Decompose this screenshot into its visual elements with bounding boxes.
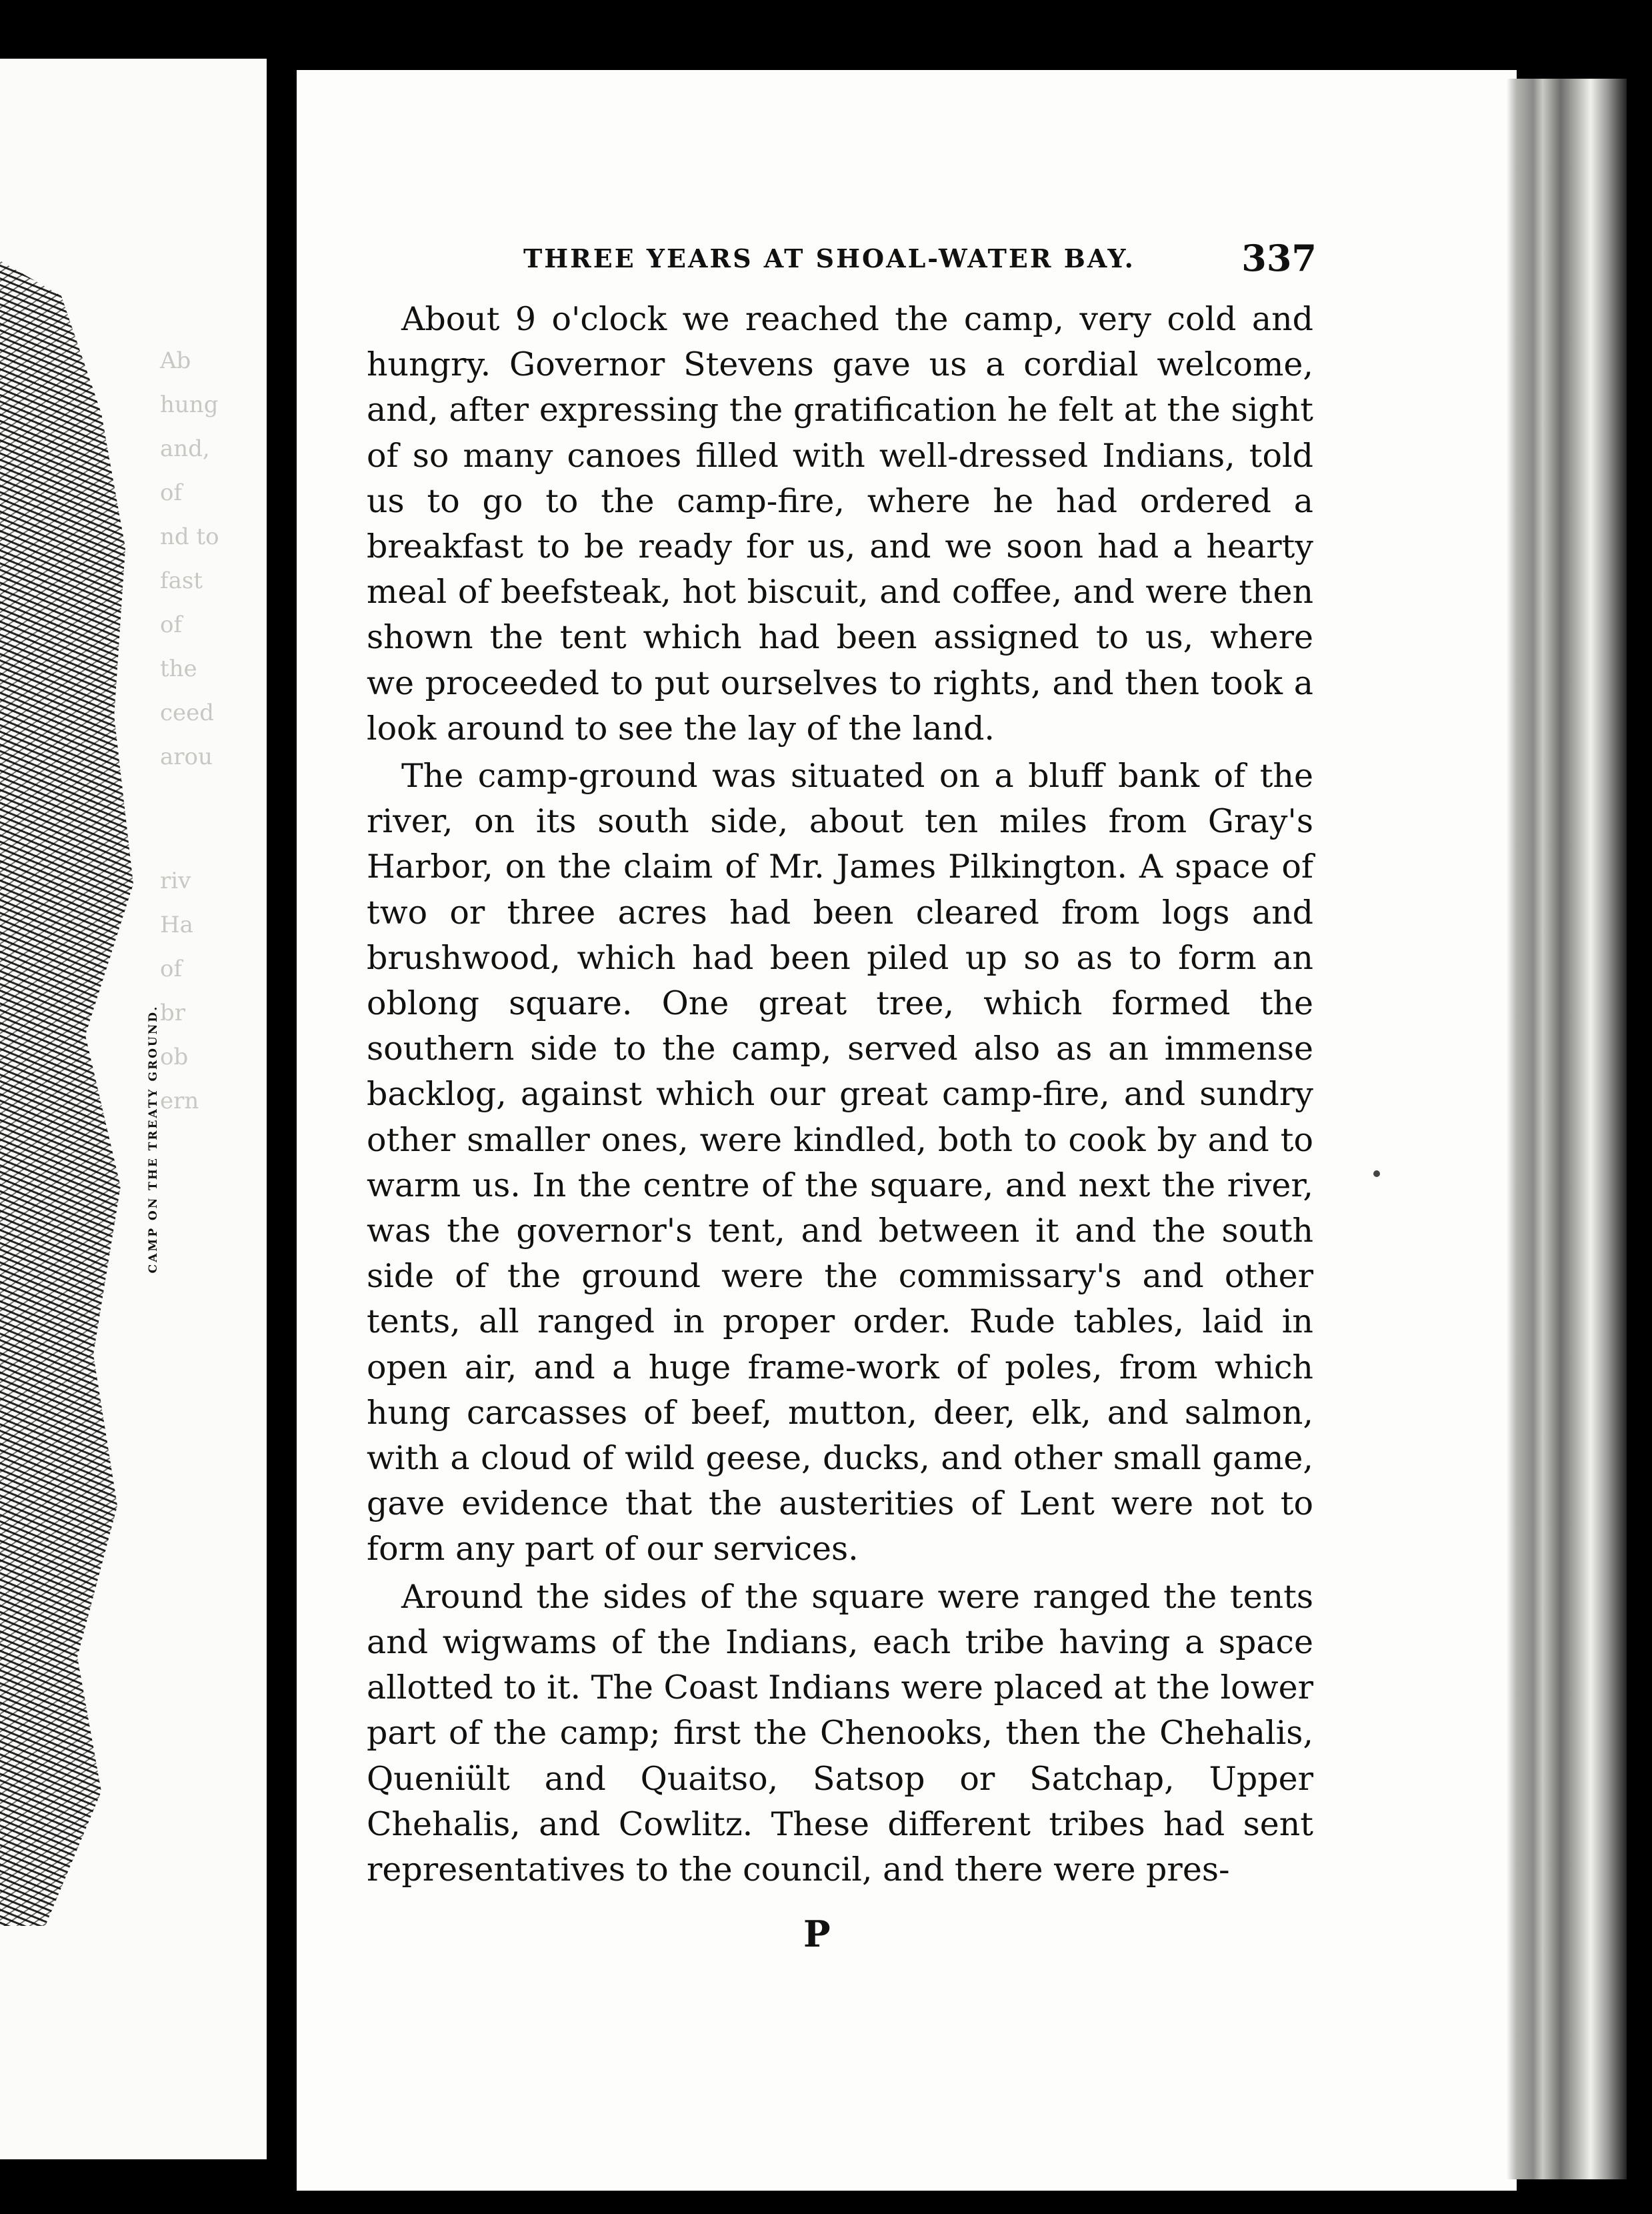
- page-edge-stack: [1507, 79, 1627, 2179]
- bleed-line: of: [160, 956, 183, 982]
- plate-caption: [140, 952, 167, 1326]
- bleed-through-text: [160, 339, 260, 779]
- bleed-line: riv: [160, 868, 191, 894]
- body-text: [367, 297, 1313, 1895]
- bleed-line: ceed: [160, 700, 215, 726]
- bleed-line: of: [160, 479, 183, 506]
- page-header: [523, 237, 1317, 290]
- bleed-line: hung: [160, 391, 219, 418]
- ink-speck: [1373, 1170, 1380, 1177]
- plate-caption-text: CAMP ON THE TREATY GROUND.: [147, 1004, 160, 1274]
- signature-mark: P: [803, 1913, 831, 1955]
- bleed-line: Ha: [160, 912, 193, 938]
- paragraph: About 9 o'clock we reached the camp, very cold and hungry. Governor Stevens gave us a cordial welcome, and, after expressing the gratification he felt at the sight of so many canoes filled with well-dressed Indians, told us to go to the camp-fire, where he had ordered a breakfast to be ready for us, and we soon had a hearty meal of beefsteak, hot biscuit, and coffee, and were then shown the tent which had been assigned to us, where we proceeded to put ourselves to rights, and then took a look around to see the lay of the land.: [367, 300, 1313, 748]
- bleed-line: nd to: [160, 523, 219, 550]
- bleed-line: of: [160, 612, 183, 638]
- bleed-through-text: [160, 859, 260, 1123]
- engraving-illustration: [0, 245, 133, 1926]
- bleed-line: arou: [160, 744, 213, 770]
- bleed-line: ern: [160, 1088, 199, 1114]
- bleed-line: br: [160, 1000, 186, 1026]
- bleed-line: the: [160, 656, 197, 682]
- page-number: 337: [1241, 237, 1317, 279]
- bleed-line: and,: [160, 435, 210, 462]
- bleed-line: Ab: [160, 347, 191, 374]
- bleed-line: ob: [160, 1044, 189, 1070]
- paragraph: The camp-ground was situated on a bluff bank of the river, on its south side, about ten miles from Gray's Harbor, on the claim of Mr. James Pilkington. A space of two or three acres had been cleared from logs and brushwood, which had been piled up so as to form an oblong square. One great tree, which formed the southern side to the camp, served also as an immense backlog, against which our great camp-fire, and sundry other smaller ones, were kindled, both to cook by and to warm us. In the centre of the square, and next the river, was the governor's tent, and between it and the south side of the ground were the commissary's and other tents, all ranged in proper order. Rude tables, laid in open air, and a huge frame-work of poles, from which hung carcasses of beef, mutton, deer, elk, and salmon, with a cloud of wild geese, ducks, and other small game, gave evidence that the austerities of Lent were not to form any part of our services.: [367, 757, 1313, 1568]
- running-head: THREE YEARS AT SHOAL-WATER BAY.: [523, 243, 1135, 273]
- bleed-line: fast: [160, 568, 203, 594]
- facing-page: [0, 59, 267, 2159]
- paragraph: Around the sides of the square were ranged the tents and wigwams of the Indians, each tribe having a space allotted to it. The Coast Indians were placed at the lower part of the camp; first the Chenooks, then the Chehalis, Queniült and Quaitso, Satsop or Satchap, Upper Chehalis, and Cowlitz. These different tribes had sent representatives to the council, and there were pres-: [367, 1577, 1313, 1889]
